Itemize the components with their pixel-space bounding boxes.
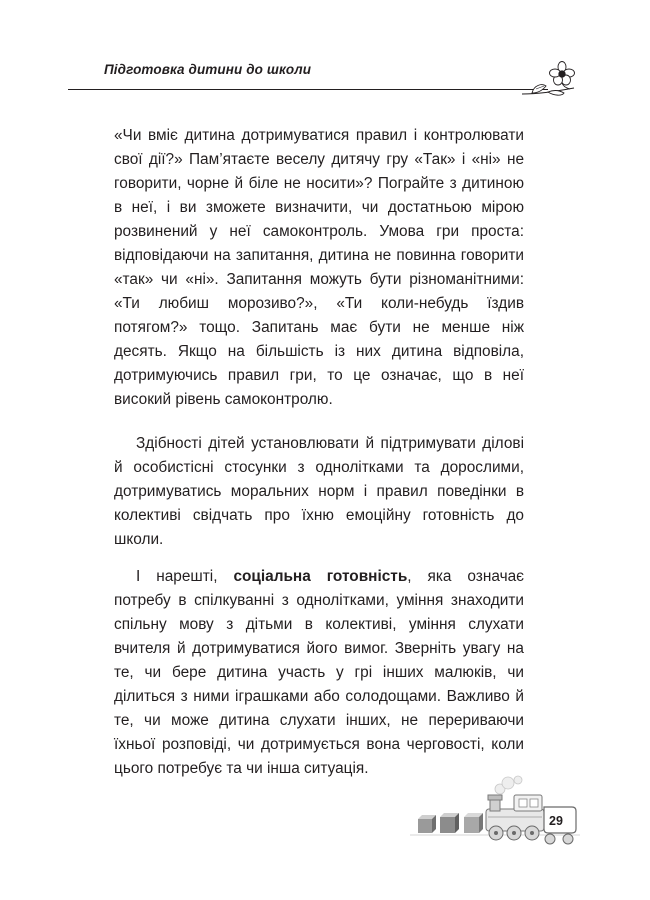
- paragraph-text: «Чи вміє дитина дотримуватися правил і контролювати свої дії?» Пам’ятаєте веселу дитячу гру «Так» і «ні» не говорити, чорне й біле не носити»? Пограйте з дитиною в неї, і ви зможете визначити, чи достатньою мірою розвинений у неї самоконтроль. Умова гри проста: відповідаючи на запитання, дитина не повинна говорити «так» чи «ні». Запитання можуть бути різноманітними: «Ти любиш морозиво?», «Ти коли-небудь їздив потягом?» тощо. Запитань має бути не менше ніж десять. Якщо на більшість із них дитина відповіла, дотримуючись правил гри, то це означає, що в неї високий рівень самоконтролю.: [114, 127, 524, 408]
- header-rule: [68, 89, 548, 90]
- bold-term: соціальна готовність: [233, 568, 408, 585]
- paragraph-text: [114, 565, 524, 781]
- body-paragraph-2: [114, 432, 524, 552]
- paragraph-rest: , яка означає потребу в спілкуванні з однолітками, уміння знаходити спільну мову з дітьми в колективі, уміння слухати вчителя й дотримуватися його вимог. Зверніть увагу на те, чи бере дитина участь у грі інших малюків, чи ділиться з ними іграшками або солодощами. Важливо й те, чи може дитина слухати інших, не перериваючи їхньої розповіді, чи дотримується вона черговості, коли цього потребує та чи інша ситуація.: [114, 568, 524, 777]
- flower-sprig-icon: [518, 58, 578, 100]
- toy-block-icon: [418, 815, 436, 833]
- body-paragraph-3: [114, 565, 524, 781]
- body-paragraph-1: [114, 124, 524, 412]
- paragraph-text: Здібності дітей установлювати й підтримувати ділові й особистісні стосунки з однолітками та дорослими, дотримуватись моральних норм і правил поведінки в колективі свідчать про їхню емоційну готовність до школи.: [114, 435, 524, 548]
- paragraph-lead: І нарешті,: [136, 568, 234, 585]
- page-number: 29: [549, 814, 563, 828]
- toy-block-icon: [440, 813, 459, 833]
- running-header-title: Підготовка дитини до школи: [104, 62, 312, 77]
- toy-block-icon: [464, 813, 483, 833]
